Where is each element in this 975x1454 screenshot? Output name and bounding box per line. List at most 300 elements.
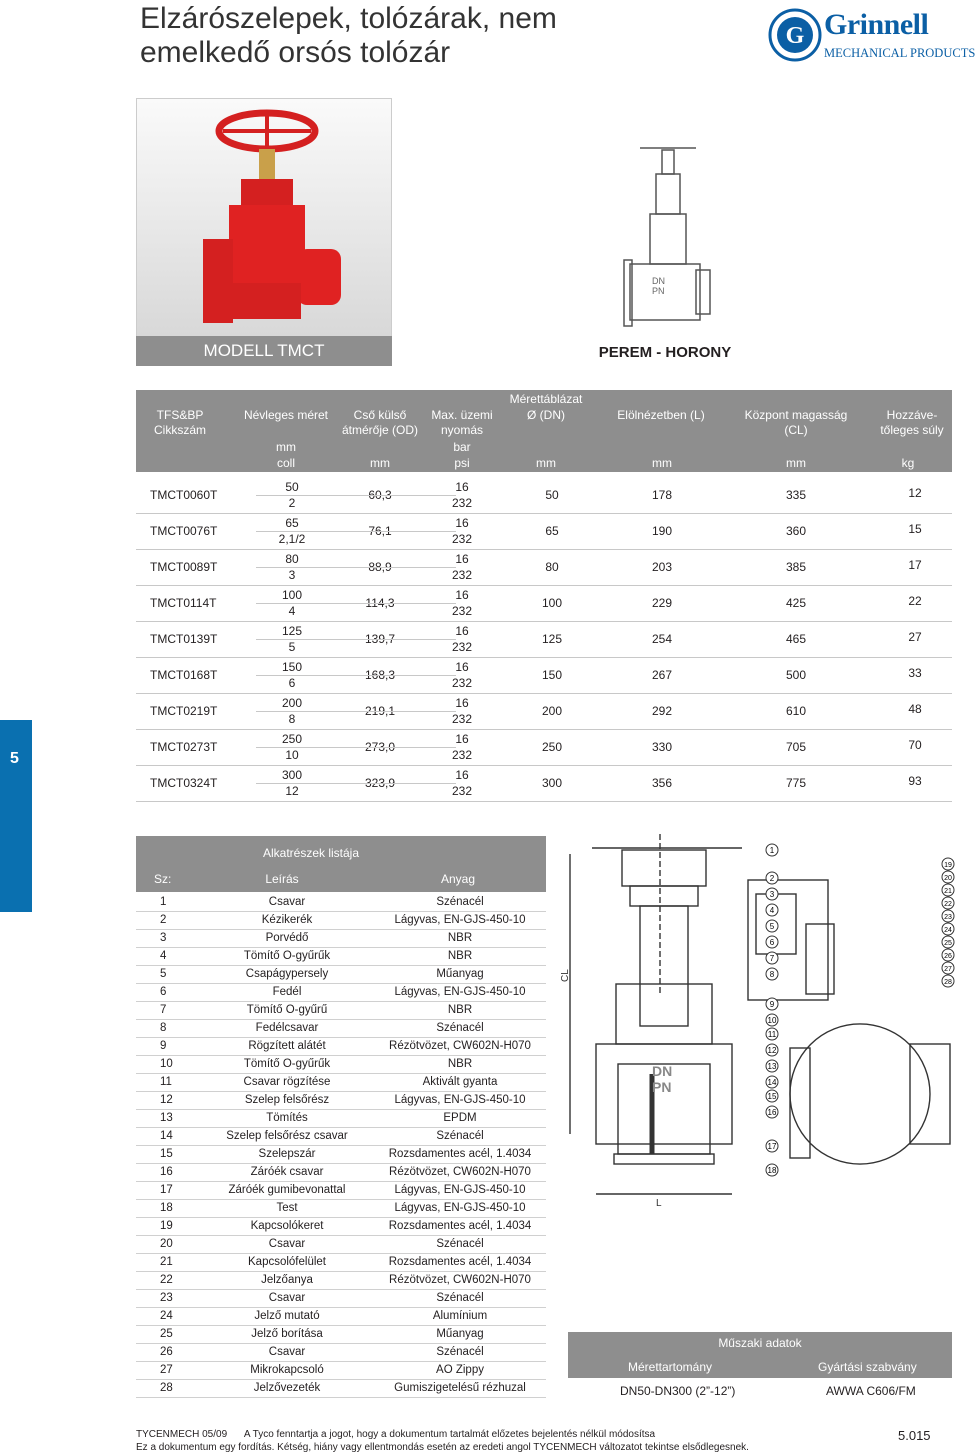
spec-cell-od: 60,3 [368, 488, 392, 502]
parts-cell-d: Szelep felsőrész csavar [226, 1130, 348, 1142]
col-eloln: Elölnézetben (L) [617, 408, 705, 422]
spec-cell-mm: 300 [281, 768, 303, 782]
parts-row [136, 1362, 546, 1380]
callout-label: 10 [767, 1016, 777, 1025]
spec-cell-mm: 200 [281, 696, 303, 710]
callout-label: 24 [944, 927, 952, 934]
unit-cl-header: mm [786, 456, 806, 470]
parts-row [136, 1218, 546, 1236]
parts-row [136, 1074, 546, 1092]
spec-cell-coll: 2,1/2 [278, 532, 306, 546]
callout-label: 28 [944, 979, 952, 986]
parts-row [136, 1164, 546, 1182]
parts-cell-m: Szénacél [436, 1346, 484, 1358]
spec-cell-bar: 16 [455, 696, 469, 710]
spec-cell-dn: 125 [541, 632, 563, 646]
parts-cell-n: 22 [160, 1274, 173, 1286]
spec-cell-cl: 705 [785, 740, 807, 754]
spec-cell-l: 254 [651, 632, 673, 646]
parts-title: Alkatrészek listája [262, 846, 360, 860]
logo-name: Grinnell [824, 8, 929, 41]
col-nevleges: Névleges méret [243, 408, 329, 422]
row-divider [256, 567, 456, 568]
parts-cell-m: Rozsdamentes acél, 1.4034 [388, 1148, 532, 1160]
spec-cell-cl: 500 [785, 668, 807, 682]
parts-cell-d: Csavar [268, 1292, 306, 1304]
parts-cell-m: Rézötvözet, CW602N-H070 [389, 1040, 531, 1052]
parts-cell-m: EPDM [443, 1112, 477, 1124]
parts-cell-m: Lágyvas, EN-GJS-450-10 [394, 1184, 526, 1196]
spec-cell-bar: 16 [455, 516, 469, 530]
parts-cell-n: 27 [160, 1364, 173, 1376]
spec-cell-mm: 50 [285, 480, 299, 494]
callout-label: 20 [944, 875, 952, 882]
spec-cell-kg: 22 [908, 594, 922, 608]
parts-cell-m: Lágyvas, EN-GJS-450-10 [394, 914, 526, 926]
spec-cell-code: TMCT0114T [150, 596, 217, 610]
svg-text:DN: DN [652, 276, 665, 286]
tech-col-range: Mérettartomány [628, 1360, 713, 1374]
parts-cell-m: Szénacél [436, 1292, 484, 1304]
section-number: 5 [10, 750, 19, 767]
parts-row [136, 1056, 546, 1074]
tech-col-standard: Gyártási szabvány [818, 1360, 917, 1374]
spec-cell-cl: 360 [785, 524, 807, 538]
parts-cell-d: Csapágypersely [245, 968, 329, 980]
spec-cell-l: 190 [651, 524, 673, 538]
footer [136, 1428, 749, 1454]
cross-section-diagram [560, 834, 960, 1224]
spec-cell-mm: 125 [281, 624, 303, 638]
spec-row [136, 550, 952, 586]
parts-row [136, 1290, 546, 1308]
unit-l-header: mm [652, 456, 672, 470]
spec-row [136, 694, 952, 730]
callout-label: 13 [767, 1062, 777, 1071]
spec-cell-psi: 232 [451, 748, 473, 762]
parts-row [136, 1344, 546, 1362]
parts-row [136, 966, 546, 984]
spec-cell-psi: 232 [451, 712, 473, 726]
col-cso-line1: Cső külső [353, 408, 407, 422]
callout-label: 8 [769, 970, 775, 979]
parts-cell-n: 21 [160, 1256, 173, 1268]
callout-label: 7 [769, 954, 775, 963]
tech-data-header [568, 1332, 952, 1378]
parts-cell-n: 5 [160, 968, 167, 980]
parts-cell-d: Csavar [268, 1238, 306, 1250]
callout-label: 16 [767, 1108, 777, 1117]
spec-cell-mm: 80 [285, 552, 299, 566]
parts-row [136, 1326, 546, 1344]
row-divider [136, 801, 952, 802]
spec-cell-psi: 232 [451, 640, 473, 654]
callout-label: 22 [944, 901, 952, 908]
unit-dn-header: mm [536, 456, 556, 470]
parts-cell-d: Záróék gumibevonattal [228, 1184, 346, 1196]
valve-outline-icon [600, 130, 720, 340]
spec-cell-code: TMCT0324T [150, 776, 218, 790]
spec-cell-l: 229 [651, 596, 673, 610]
row-divider [256, 747, 456, 748]
parts-cell-m: Szénacél [436, 1238, 484, 1250]
spec-cell-code: TMCT0076T [150, 524, 218, 538]
parts-cell-m: Alumínium [432, 1310, 488, 1322]
parts-cell-m: NBR [447, 1058, 473, 1070]
spec-cell-kg: 17 [908, 558, 922, 572]
unit-bar-header: bar [453, 440, 471, 454]
parts-cell-n: 20 [160, 1238, 173, 1250]
parts-cell-d: Mikrokapcsoló [250, 1364, 324, 1376]
callout-label: 25 [944, 940, 952, 947]
spec-cell-psi: 232 [451, 676, 473, 690]
callout-label: 4 [769, 906, 775, 915]
callout-label: 17 [767, 1142, 777, 1151]
parts-cell-n: 19 [160, 1220, 173, 1232]
parts-cell-d: Jelző mutató [254, 1310, 320, 1322]
page-title: Elzárószelepek, tolózárak, nem emelkedő orsós tolózár [140, 2, 557, 69]
parts-cell-n: 10 [160, 1058, 173, 1070]
parts-cell-d: Kapcsolófelület [248, 1256, 326, 1268]
parts-cell-d: Csavar [268, 1346, 306, 1358]
spec-row [136, 766, 952, 802]
logo-subtitle: MECHANICAL PRODUCTS [824, 46, 975, 60]
parts-cell-n: 28 [160, 1382, 173, 1394]
spec-cell-dn: 80 [545, 560, 559, 574]
col-cikkszam: TFS&BP Cikkszám [153, 408, 206, 437]
parts-row [136, 1110, 546, 1128]
parts-cell-n: 12 [160, 1094, 173, 1106]
parts-cell-m: Műanyag [436, 968, 484, 980]
col-leiras: Leírás [265, 872, 299, 886]
spec-cell-kg: 48 [908, 702, 922, 716]
spec-cell-dn: 50 [545, 488, 559, 502]
parts-cell-m: Lágyvas, EN-GJS-450-10 [394, 1202, 526, 1214]
spec-cell-mm: 250 [281, 732, 303, 746]
parts-cell-d: Csavar [268, 896, 306, 908]
valve-photo-icon [137, 99, 393, 337]
spec-cell-kg: 70 [908, 738, 922, 752]
parts-table-header [136, 836, 546, 892]
parts-row [136, 894, 546, 912]
spec-cell-coll: 8 [288, 712, 296, 726]
parts-cell-d: Tömítő O-gyűrűk [243, 1058, 331, 1070]
parts-cell-n: 13 [160, 1112, 173, 1124]
footer-note2: Ez a dokumentum egy fordítás. Kétség, hiány vagy ellentmondás esetén az eredeti angol TYCENMECH változatot tekintse elsődlegesnek. [136, 1442, 749, 1453]
parts-cell-d: Rögzített alátét [248, 1040, 326, 1052]
parts-cell-n: 26 [160, 1346, 173, 1358]
parts-cell-n: 7 [160, 1004, 167, 1016]
parts-row [136, 1092, 546, 1110]
parts-row [136, 1236, 546, 1254]
spec-cell-dn: 300 [541, 776, 563, 790]
section-tab [0, 720, 32, 912]
parts-cell-d: Jelző borítása [251, 1328, 323, 1340]
callout-label: 6 [769, 938, 775, 947]
product-photo [136, 98, 392, 366]
parts-cell-n: 3 [160, 932, 167, 944]
tech-range-value: DN50-DN300 (2”-12”) [620, 1384, 736, 1398]
parts-cell-m: Rozsdamentes acél, 1.4034 [388, 1256, 532, 1268]
parts-row [136, 1128, 546, 1146]
grinnell-logo [768, 6, 975, 66]
parts-cell-m: Szénacél [436, 1022, 484, 1034]
spec-row [136, 658, 952, 694]
col-max-line2: nyomás [440, 423, 484, 437]
parts-cell-m: Rozsdamentes acél, 1.4034 [388, 1220, 532, 1232]
parts-cell-m: Szénacél [436, 1130, 484, 1142]
cl-label: CL [560, 969, 571, 982]
parts-cell-m: Lágyvas, EN-GJS-450-10 [394, 1094, 526, 1106]
row-divider [256, 495, 456, 496]
parts-cell-d: Fedélcsavar [255, 1022, 319, 1034]
spec-cell-mm: 100 [281, 588, 303, 602]
parts-row [136, 984, 546, 1002]
spec-cell-bar: 16 [455, 588, 469, 602]
row-divider [256, 639, 456, 640]
col-dn: Ø (DN) [527, 408, 565, 422]
parts-cell-n: 23 [160, 1292, 173, 1304]
unit-od-header: mm [370, 456, 390, 470]
spec-cell-od: 168,3 [364, 668, 396, 682]
col-suly-line2: tőleges súly [880, 423, 944, 437]
drawing-label: PEREM - HORONY [598, 344, 732, 361]
spec-cell-coll: 2 [288, 496, 296, 510]
parts-cell-m: Műanyag [436, 1328, 484, 1340]
spec-cell-kg: 12 [908, 486, 922, 500]
callout-label: 2 [769, 874, 775, 883]
unit-mm-header: mm [276, 440, 296, 454]
spec-row [136, 730, 952, 766]
spec-cell-bar: 16 [455, 732, 469, 746]
parts-cell-d: Csavar rögzítése [243, 1076, 331, 1088]
parts-cell-d: Tömítő O-gyűrűk [243, 950, 331, 962]
col-suly-line1: Hozzáve- [886, 408, 938, 422]
parts-row [136, 948, 546, 966]
parts-cell-n: 25 [160, 1328, 173, 1340]
parts-cell-m: NBR [447, 950, 473, 962]
callout-label: 11 [767, 1030, 777, 1039]
callout-label: 5 [769, 922, 775, 931]
parts-cell-d: Kapcsolókeret [250, 1220, 324, 1232]
parts-cell-n: 2 [160, 914, 167, 926]
parts-cell-d: Szelep felsőrész [244, 1094, 330, 1106]
row-divider [256, 603, 456, 604]
spec-cell-code: TMCT0273T [150, 740, 218, 754]
parts-cell-d: Jelzőanya [261, 1274, 313, 1286]
svg-text:G: G [785, 23, 805, 49]
parts-row [136, 1146, 546, 1164]
parts-cell-n: 24 [160, 1310, 173, 1322]
spec-row [136, 478, 952, 514]
parts-cell-d: Test [276, 1202, 298, 1214]
parts-row [136, 912, 546, 930]
parts-cell-n: 4 [160, 950, 167, 962]
spec-row [136, 622, 952, 658]
row-divider [256, 675, 456, 676]
spec-cell-mm: 150 [281, 660, 303, 674]
parts-row [136, 1038, 546, 1056]
parts-cell-n: 6 [160, 986, 167, 998]
parts-cell-n: 17 [160, 1184, 173, 1196]
footer-note1: A Tyco fenntartja a jogot, hogy a dokumentum tartalmát előzetes bejelentés nélkül módosítsa [243, 1429, 656, 1440]
callout-label: 1 [769, 846, 775, 855]
spec-cell-dn: 250 [541, 740, 563, 754]
unit-kg-header: kg [901, 456, 915, 470]
spec-cell-mm: 65 [285, 516, 299, 530]
spec-cell-cl: 385 [785, 560, 807, 574]
parts-cell-d: Jelzővezeték [253, 1382, 321, 1394]
parts-cell-n: 18 [160, 1202, 173, 1214]
parts-cell-m: NBR [447, 1004, 473, 1016]
parts-row [136, 1308, 546, 1326]
model-label: MODELL TMCT [136, 336, 392, 366]
parts-cell-m: Aktivált gyanta [422, 1076, 498, 1088]
callout-label: 21 [944, 888, 952, 895]
spec-cell-psi: 232 [451, 604, 473, 618]
col-sz: Sz: [154, 872, 172, 886]
spec-cell-coll: 12 [285, 784, 299, 798]
cross-section-drawing-icon [560, 834, 960, 1224]
spec-cell-l: 178 [651, 488, 673, 502]
col-anyag: Anyag [440, 872, 476, 886]
parts-cell-m: Rézötvözet, CW602N-H070 [389, 1166, 531, 1178]
spec-cell-cl: 775 [785, 776, 807, 790]
spec-cell-dn: 200 [541, 704, 563, 718]
parts-cell-d: Tömítő O-gyűrű [246, 1004, 328, 1016]
spec-cell-coll: 5 [288, 640, 296, 654]
spec-cell-l: 292 [651, 704, 673, 718]
spec-cell-bar: 16 [455, 768, 469, 782]
tech-data-row [568, 1384, 952, 1402]
parts-cell-d: Tömítés [266, 1112, 308, 1124]
dn-mark: DN [652, 1063, 673, 1079]
row-divider [256, 711, 456, 712]
spec-cell-od: 139,7 [364, 632, 396, 646]
callout-label: 15 [767, 1092, 777, 1101]
parts-row [136, 1182, 546, 1200]
spec-cell-coll: 3 [288, 568, 296, 582]
spec-row [136, 586, 952, 622]
spec-cell-od: 323,9 [364, 776, 396, 790]
spec-cell-coll: 6 [288, 676, 296, 690]
callout-label: 23 [944, 914, 952, 921]
callout-label: 19 [944, 862, 952, 869]
callout-label: 3 [769, 890, 775, 899]
parts-cell-d: Szelepszár [258, 1148, 316, 1160]
parts-cell-n: 14 [160, 1130, 173, 1142]
spec-cell-code: TMCT0219T [150, 704, 218, 718]
spec-cell-l: 356 [651, 776, 673, 790]
parts-cell-m: Szénacél [436, 896, 484, 908]
unit-coll-header: coll [276, 456, 295, 470]
spec-cell-kg: 15 [908, 522, 922, 536]
parts-row [136, 1254, 546, 1272]
unit-psi-header: psi [454, 456, 470, 470]
spec-cell-dn: 150 [541, 668, 563, 682]
spec-cell-od: 76,1 [368, 524, 392, 538]
parts-cell-n: 11 [160, 1076, 172, 1088]
spec-cell-cl: 610 [785, 704, 807, 718]
spec-cell-dn: 65 [545, 524, 559, 538]
callout-label: 12 [767, 1046, 777, 1055]
spec-cell-l: 203 [651, 560, 673, 574]
spec-cell-psi: 232 [451, 568, 473, 582]
spec-cell-code: TMCT0168T [150, 668, 218, 682]
spec-cell-bar: 16 [455, 552, 469, 566]
parts-row [136, 1200, 546, 1218]
parts-row [136, 1380, 546, 1398]
spec-cell-coll: 10 [285, 748, 299, 762]
pn-mark: PN [652, 1079, 672, 1095]
parts-cell-n: 15 [160, 1148, 173, 1160]
spec-cell-bar: 16 [455, 660, 469, 674]
l-label: L [656, 1198, 662, 1209]
spec-cell-bar: 16 [455, 480, 469, 494]
parts-cell-n: 8 [160, 1022, 167, 1034]
spec-cell-code: TMCT0060T [150, 488, 218, 502]
spec-cell-od: 273,0 [364, 740, 396, 754]
parts-cell-m: Rézötvözet, CW602N-H070 [389, 1274, 531, 1286]
parts-cell-m: Lágyvas, EN-GJS-450-10 [394, 986, 526, 998]
valve-outline-drawing [600, 130, 720, 340]
spec-cell-psi: 232 [451, 532, 473, 546]
spec-cell-od: 114,3 [365, 596, 395, 610]
row-divider [256, 783, 456, 784]
parts-cell-d: Fedél [272, 986, 302, 998]
parts-row [136, 930, 546, 948]
spec-cell-kg: 33 [908, 666, 922, 680]
callout-label: 14 [767, 1078, 777, 1087]
parts-cell-n: 1 [160, 896, 167, 908]
spec-cell-l: 267 [651, 668, 673, 682]
page-number: 5.015 [898, 1428, 931, 1443]
parts-cell-d: Záróék csavar [250, 1166, 324, 1178]
spec-cell-l: 330 [651, 740, 673, 754]
spec-cell-cl: 335 [785, 488, 807, 502]
parts-row [136, 1272, 546, 1290]
spec-table-header [136, 390, 952, 472]
parts-cell-d: Kézikerék [261, 914, 313, 926]
parts-cell-m: AO Zippy [436, 1364, 484, 1376]
spec-cell-od: 219,1 [364, 704, 396, 718]
spec-cell-psi: 232 [451, 784, 473, 798]
parts-cell-m: Gumiszigetelésű rézhuzal [394, 1382, 526, 1394]
tech-title: Műszaki adatok [718, 1336, 802, 1350]
spec-cell-code: TMCT0139T [150, 632, 218, 646]
col-max-line1: Max. üzemi [431, 408, 493, 422]
svg-text:PN: PN [652, 286, 665, 296]
footer-code: TYCENMECH 05/09 [136, 1429, 228, 1440]
callout-label: 27 [944, 966, 952, 973]
col-cso-line2: átmérője (OD) [341, 423, 418, 437]
spec-cell-coll: 4 [288, 604, 296, 618]
col-kozpont: Központ magasság (CL) [744, 408, 848, 437]
parts-cell-d: Porvédő [265, 932, 309, 944]
parts-row [136, 1002, 546, 1020]
grinnell-seal-icon [768, 6, 822, 64]
spec-cell-kg: 27 [908, 630, 922, 644]
callout-label: 26 [944, 953, 952, 960]
col-merettablazat: Mérettáblázat [509, 392, 583, 406]
spec-cell-od: 88,9 [368, 560, 392, 574]
spec-cell-kg: 93 [908, 774, 922, 788]
parts-cell-n: 9 [160, 1040, 167, 1052]
parts-cell-n: 16 [160, 1166, 173, 1178]
tech-standard-value: AWWA C606/FM [826, 1384, 916, 1398]
spec-cell-dn: 100 [541, 596, 563, 610]
spec-cell-code: TMCT0089T [150, 560, 218, 574]
